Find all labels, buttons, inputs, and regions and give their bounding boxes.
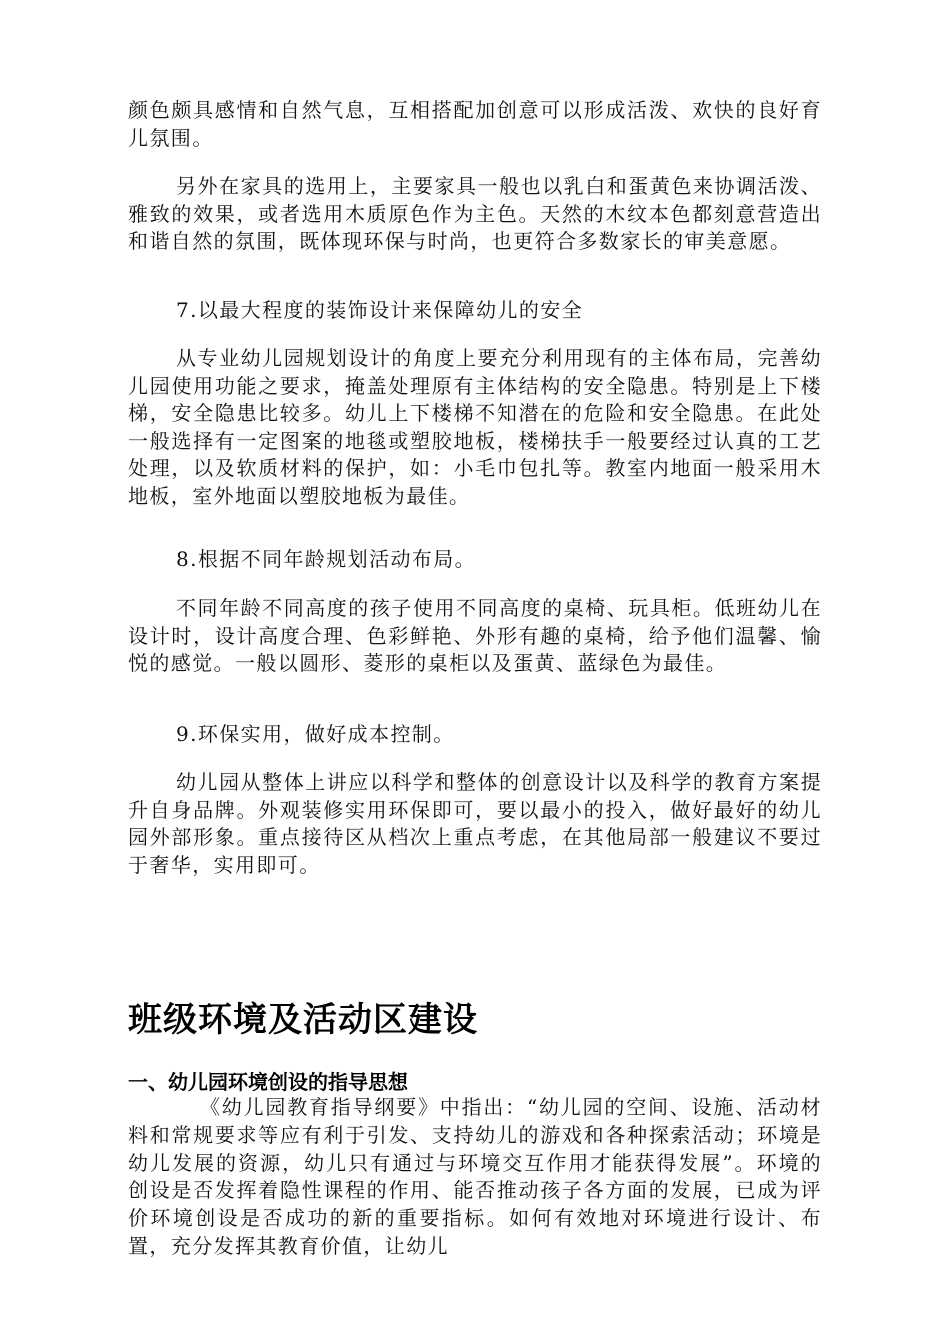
paragraph-safety: 从专业幼儿园规划设计的角度上要充分利用现有的主体布局，完善幼儿园使用功能之要求，掩盖处理原有主体结构的安全隐患。特别是上下楼梯，安全隐患比较多。幼儿上下楼梯不知潜在的危险和安全隐患。在此处一般选择有一定图案的地毯或塑胶地板，楼梯扶手一般要经过认真的工艺处理，以及软质材料的保护，如：小毛巾包扎等。教室内地面一般采用木地板，室外地面以塑胶地板为最佳。 <box>128 346 822 508</box>
paragraph-guidelines: 《幼儿园教育指导纲要》中指出：“幼儿园的空间、设施、活动材料和常规要求等应有利于引发、支持幼儿的游戏和各种探索活动；环境是幼儿发展的资源，幼儿只有通过与环境交互作用才能获得发展”。环境的创设是否发挥着隐性课程的作用、能否推动孩子各方面的发展，已成为评价环境创设是否成功的新的重要指标。如何有效地对环境进行设计、布置，充分发挥其教育价值，让幼儿 <box>128 1095 822 1258</box>
item-9-heading: 9.环保实用，做好成本控制。 <box>176 722 455 746</box>
item-7-heading: 7.以最大程度的装饰设计来保障幼儿的安全 <box>176 298 584 322</box>
paragraph-cost-control: 幼儿园从整体上讲应以科学和整体的创意设计以及科学的教育方案提升自身品牌。外观装修实用环保即可，要以最小的投入，做好最好的幼儿园外部形象。重点接待区从档次上重点考虑，在其他局部一般建议不要过于奢华，实用即可。 <box>128 770 822 877</box>
subsection-title: 一、幼儿园环境创设的指导思想 <box>128 1070 408 1094</box>
paragraph-colors: 颜色颇具感情和自然气息，互相搭配加创意可以形成活泼、欢快的良好育儿氛围。 <box>128 98 822 150</box>
paragraph-furniture: 另外在家具的选用上，主要家具一般也以乳白和蛋黄色来协调活泼、雅致的效果，或者选用木质原色作为主色。天然的木纹本色都刻意营造出和谐自然的氛围，既体现环保与时尚，也更符合多数家长的审美意愿。 <box>128 174 822 253</box>
paragraph-age-layout: 不同年龄不同高度的孩子使用不同高度的桌椅、玩具柜。低班幼儿在设计时，设计高度合理、色彩鲜艳、外形有趣的桌椅，给予他们温馨、愉悦的感觉。一般以圆形、菱形的桌柜以及蛋黄、蓝绿色为最佳。 <box>128 596 822 675</box>
item-8-heading: 8.根据不同年龄规划活动布局。 <box>176 547 477 571</box>
section-title: 班级环境及活动区建设 <box>128 1000 478 1040</box>
